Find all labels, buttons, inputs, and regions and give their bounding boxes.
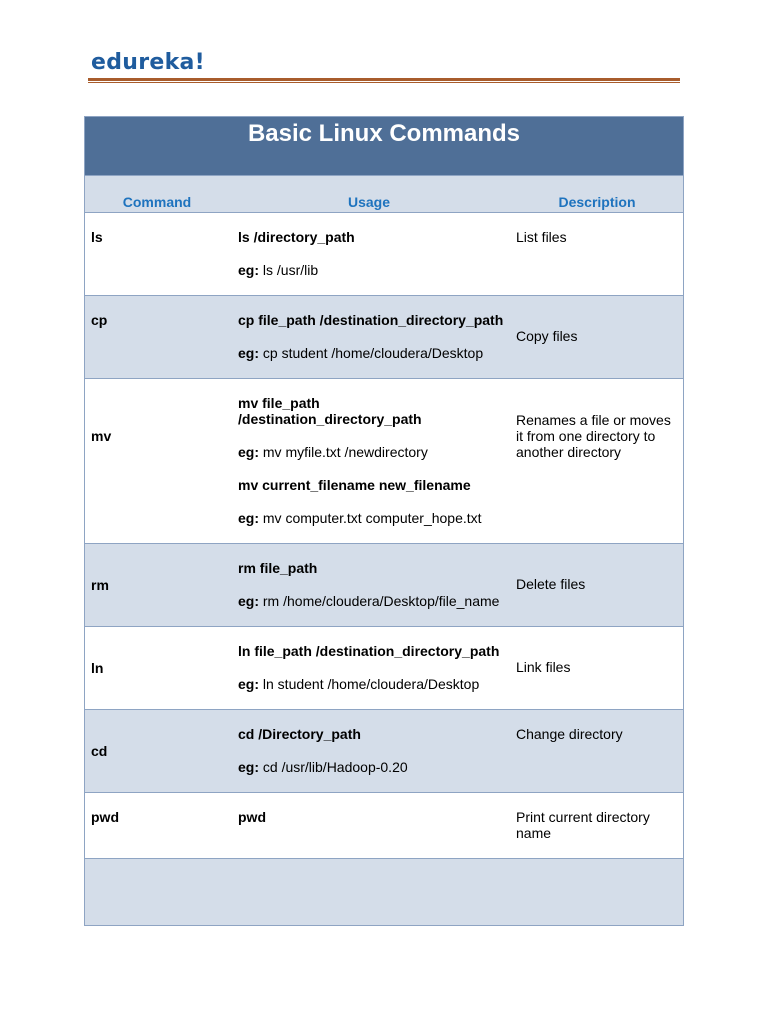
table-row — [85, 627, 683, 710]
usage-example: eg: ln student /home/cloudera/Desktop — [238, 676, 480, 692]
command-name: mv — [91, 428, 112, 444]
table-row — [85, 379, 683, 544]
usage-syntax: ls /directory_path — [238, 229, 355, 245]
usage-example: eg: ls /usr/lib — [238, 262, 319, 278]
description-cell: Copy files — [516, 328, 578, 344]
header-command: Command — [122, 194, 192, 210]
usage-syntax: rm file_path — [238, 560, 318, 576]
usage-cell — [238, 560, 508, 609]
usage-cell — [238, 643, 508, 692]
usage-syntax: pwd — [238, 809, 266, 825]
description-cell: Delete files — [516, 576, 586, 592]
commands-table — [84, 116, 684, 926]
usage-syntax: cd /Directory_path — [238, 726, 361, 742]
table-header-row — [85, 176, 683, 213]
description-cell: Print current directory name — [516, 809, 650, 841]
command-name: pwd — [91, 809, 119, 825]
header-rule — [88, 78, 680, 81]
usage-syntax: ln file_path /destination_directory_path — [238, 643, 500, 659]
usage-example: eg: mv computer.txt computer_hope.txt — [238, 510, 482, 526]
usage-example: eg: mv myfile.txt /newdirectory — [238, 444, 428, 460]
usage-cell — [238, 809, 508, 825]
table-row — [85, 296, 683, 379]
table-title: Basic Linux Commands — [85, 117, 683, 176]
usage-cell — [238, 229, 508, 278]
usage-example: eg: cp student /home/cloudera/Desktop — [238, 345, 484, 361]
command-name: rm — [91, 577, 109, 593]
table-row — [85, 213, 683, 296]
table-row — [85, 793, 683, 859]
usage-cell — [238, 726, 508, 775]
command-name: ln — [91, 660, 104, 676]
header-usage: Usage — [347, 194, 391, 210]
table-row — [85, 710, 683, 793]
header-rule-thin — [88, 82, 680, 83]
edureka-logo: edureka! — [91, 50, 206, 75]
description-cell: Link files — [516, 659, 571, 675]
usage-syntax: mv current_filename new_filename — [238, 477, 471, 493]
description-cell: Renames a file or moves it from one directory to another directory — [516, 412, 671, 460]
command-name: cp — [91, 312, 108, 328]
usage-cell — [238, 312, 508, 361]
usage-cell — [238, 395, 508, 526]
command-name: cd — [91, 743, 108, 759]
command-name: ls — [91, 229, 103, 245]
usage-syntax: cp file_path /destination_directory_path — [238, 312, 504, 328]
usage-example: eg: rm /home/cloudera/Desktop/file_name — [238, 593, 500, 609]
header-description: Description — [558, 194, 636, 210]
table-row — [85, 544, 683, 627]
description-cell: Change directory — [516, 726, 623, 742]
usage-syntax: mv file_path /destination_directory_path — [238, 395, 422, 427]
table-row-empty — [85, 859, 683, 925]
usage-example: eg: cd /usr/lib/Hadoop-0.20 — [238, 759, 408, 775]
description-cell: List files — [516, 229, 567, 245]
